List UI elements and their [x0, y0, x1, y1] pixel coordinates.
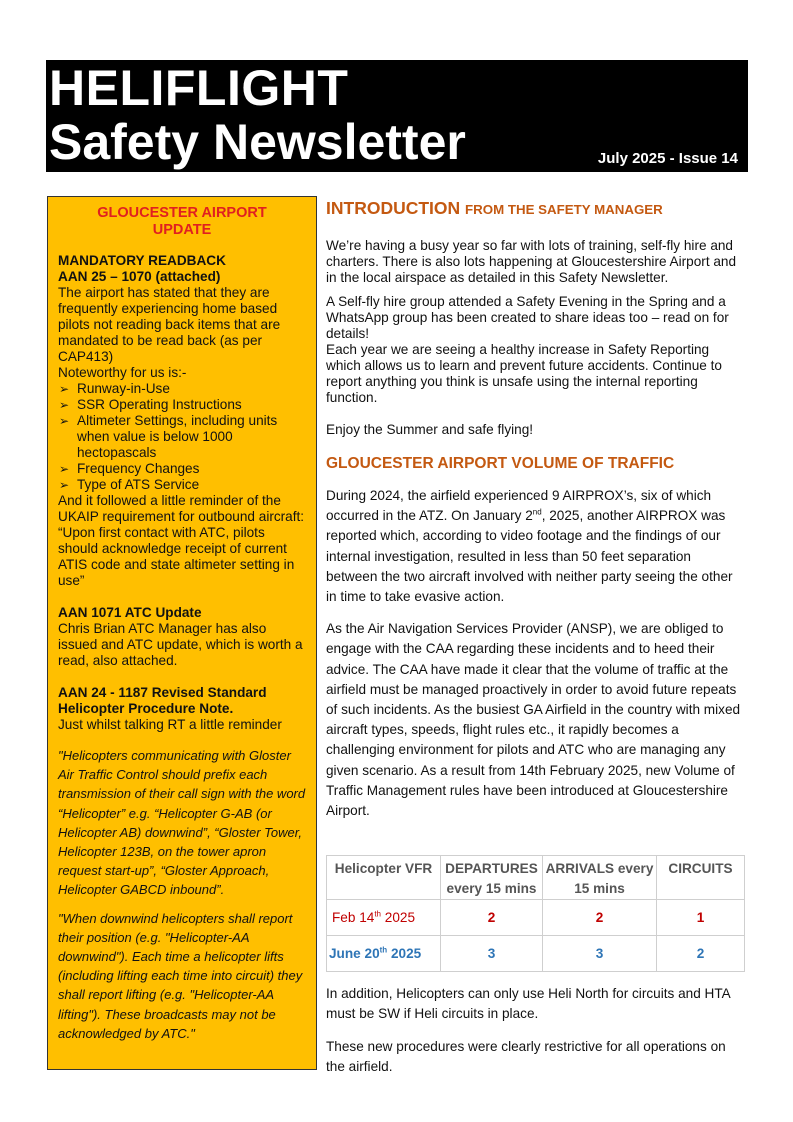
helicopter-callsign-quote: "Helicopters communicating with Gloster Air Traffic Control should prefix each transmission of their call sign with the word “Helicopter” e.g. “Helicopter G-AB (or Helicopter AB) downwind”, “Gloster Tower, Helicopter 123B, on the tower apron request start-up”, “Gloster Approach, Helicopter GABCD inbound”. — [58, 748, 306, 898]
readback-subheading: AAN 25 – 1070 (attached) — [58, 269, 221, 284]
issue-label: July 2025 - Issue 14 — [597, 150, 738, 167]
list-item: ➢ Runway-in-Use — [58, 381, 306, 397]
sidebar-title — [58, 205, 306, 239]
intro-paragraph: Enjoy the Summer and safe flying! — [326, 422, 534, 437]
column-header: CIRCUITS — [657, 856, 745, 900]
intro-paragraph: Each year we are seeing a healthy increase in Safety Reporting which allows us to learn and prevent future accidents. Continue to report anything you think is unsafe using the internal reporting function. — [326, 342, 722, 405]
traffic-paragraph: During 2024, the airfield experienced 9 AIRPROX’s, six of which occurred in the ATZ. On January 2nd, 2025, another AIRPROX was reported which, according to video footage and the findings of our internal investigation, resulted in less than 50 feet separation between the two aircraft involved with neither party seeing the other in time to take evasive action. — [326, 488, 733, 605]
intro-paragraph: We’re having a busy year so far with lots of training, self-fly hire and charters. There is also lots happening at Gloucestershire Airport and in the local airspace as detailed in this Safety Newsletter. — [326, 238, 737, 285]
traffic-paragraph: As the Air Navigation Services Provider (ANSP), we are obliged to engage with the CAA regarding these incidents and to heed their advice. The CAA have made it clear that the volume of traffic at the airfield must be managed proactively in order to avoid future repeats of such incidents. As the busiest GA Airfield in the country with mixed aircraft types, speeds, flight rules etc., it rapidly becomes a challenging environment for pilots and ATC who are managing any given scenario. As a result from 14th February 2025, new Volume of Traffic Management rules have been introduced at Gloucestershire Airport. — [326, 621, 741, 819]
table-cell: 2 — [441, 900, 543, 936]
noteworthy-label: Noteworthy for us is:- — [58, 365, 187, 380]
table-cell: 3 — [441, 936, 543, 972]
list-item: ➢ Type of ATS Service — [58, 477, 306, 493]
intro-paragraph: A Self-fly hire group attended a Safety Evening in the Spring and a WhatsApp group has been created to share ideas too – read on for details! — [326, 294, 729, 341]
newsletter-title-line1: HELIFLIGHT — [49, 60, 349, 116]
table-cell: 2 — [543, 900, 657, 936]
ukaip-reminder: And it followed a little reminder of the UKAIP requirement for outbound aircraft: — [58, 493, 305, 524]
downwind-report-quote: "When downwind helicopters shall report their position (e.g. "Helicopter-AA downwind"). Each time a helicopter lifts (including lifting each time into circuit) they shall report lifting (e.g. "Helicopter-AA lifting"). These broadcasts may not be acknowledged by ATC." — [58, 910, 303, 1041]
table-cell: June 20th 2025 — [327, 936, 441, 972]
traffic-limits-table — [326, 855, 745, 972]
column-header: Helicopter VFR — [327, 856, 441, 900]
table-cell: Feb 14th 2025 — [327, 900, 441, 936]
column-header: ARRIVALS every 15 mins — [543, 856, 657, 900]
restrictive-procedures-paragraph: These new procedures were clearly restrictive for all operations on the airfield. — [326, 1039, 726, 1075]
aan1187-heading: AAN 24 - 1187 Revised Standard — [58, 685, 267, 700]
aan1187-subheading: Helicopter Procedure Note. — [58, 701, 234, 716]
list-item: ➢ Altimeter Settings, including units when value is below 1000 hectopascals — [58, 413, 306, 461]
column-header: DEPARTURES every 15 mins — [441, 856, 543, 900]
table-cell: 2 — [657, 936, 745, 972]
table-row — [327, 900, 745, 936]
gloucester-update-sidebar — [47, 196, 317, 1070]
ukaip-quote: “Upon first contact with ATC, pilots should acknowledge receipt of current ATIS code and state altimeter setting in use” — [58, 525, 295, 588]
aan1071-text: Chris Brian ATC Manager has also issued and ATC update, which is worth a read, also attached. — [58, 621, 303, 668]
table-cell: 3 — [543, 936, 657, 972]
newsletter-title-line2: Safety Newsletter — [49, 114, 466, 170]
readback-heading: MANDATORY READBACK — [58, 253, 226, 268]
masthead — [46, 60, 748, 172]
main-column — [326, 196, 746, 1075]
heli-north-paragraph: In addition, Helicopters can only use Heli North for circuits and HTA must be SW if Heli circuits in place. — [326, 986, 730, 1022]
intro-heading-text: INTRODUCTION — [326, 198, 461, 218]
readback-items-list — [58, 381, 306, 493]
aan1187-text: Just whilst talking RT a little reminder — [58, 717, 282, 732]
table-row — [327, 936, 745, 972]
aan1071-heading: AAN 1071 ATC Update — [58, 605, 202, 620]
sidebar-title-line1: GLOUCESTER AIRPORT — [97, 205, 267, 221]
list-item: ➢ Frequency Changes — [58, 461, 306, 477]
table-cell: 1 — [657, 900, 745, 936]
intro-heading — [326, 196, 746, 222]
readback-text: The airport has stated that they are frequently experiencing home based pilots not reading back items that are mandated to be read back (as per CAP413) — [58, 285, 281, 364]
sidebar-title-line2: UPDATE — [152, 222, 212, 238]
list-item: ➢ SSR Operating Instructions — [58, 397, 306, 413]
table-header-row — [327, 856, 745, 900]
intro-subheading: FROM THE SAFETY MANAGER — [465, 202, 663, 217]
traffic-heading: GLOUCESTER AIRPORT VOLUME OF TRAFFIC — [326, 455, 675, 472]
